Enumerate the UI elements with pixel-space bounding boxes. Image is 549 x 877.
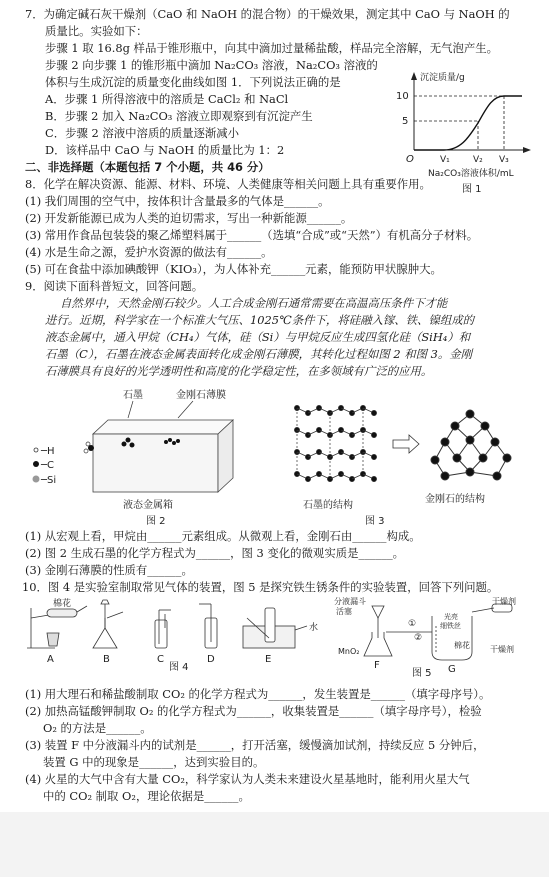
diamond-atom bbox=[441, 438, 449, 446]
label-mno2: MnO₂ bbox=[338, 647, 360, 656]
q9-title: 9．阅读下面科普短文，回答问题。 bbox=[25, 279, 204, 293]
x-axis-arrow bbox=[523, 147, 531, 153]
q8-part-4: (4) 水是生命之源，爱护水资源的做法有______。 bbox=[25, 245, 273, 259]
x-tick-v2: V₂ bbox=[473, 155, 483, 165]
q8-part-2: (2) 开发新能源已成为人类的迫切需求，写出一种新能源______。 bbox=[25, 211, 353, 225]
label-graphite-structure: 石墨的结构 bbox=[303, 500, 353, 511]
figure-1-caption: 图 1 bbox=[462, 184, 482, 195]
q10-part-4: (4) 火星的大气中含有大量 CO₂，科学家认为人类未来建设火星基地时，能利用火星大气 bbox=[25, 772, 470, 786]
label-wire: 细铁丝 bbox=[440, 622, 461, 630]
q7-step2-cont: 体积与生成沉淀的质量变化曲线如图 1．下列说法正确的是 bbox=[45, 75, 341, 89]
apparatus-d bbox=[199, 604, 217, 648]
svg-text:─H: ─H bbox=[41, 446, 55, 457]
q9-passage-line-5: 石薄膜具有良好的光学透明性和高度的化学稳定性，在多领域有广泛的应用。 bbox=[45, 364, 433, 378]
q10-title: 10．图 4 是实验室制取常见气体的装置，图 5 是探究铁生锈条件的实验装置，回答下列问题。 bbox=[22, 580, 499, 594]
q7-title: 7．为确定碱石灰干燥剂（CaO 和 NaOH 的混合物）的干燥效果，测定其中 CaO 与 NaOH 的 bbox=[25, 7, 510, 21]
figure-2-caption: 图 2 bbox=[146, 516, 166, 527]
section-2-title: 二、非选择题（本题包括 7 个小题，共 46 分） bbox=[25, 160, 270, 174]
figure-3-caption: 图 3 bbox=[365, 516, 385, 527]
diamond-atom bbox=[453, 454, 461, 462]
label-a: A bbox=[47, 654, 54, 665]
label-e: E bbox=[265, 654, 272, 665]
q10-part-2-cont: O₂ 的方法是______。 bbox=[43, 721, 152, 735]
label-d: D bbox=[207, 654, 215, 665]
q10-part-3-cont: 装置 G 中的现象是______，达到实验目的。 bbox=[43, 755, 265, 769]
diamond-atom bbox=[451, 422, 459, 430]
label-bright: 光亮 bbox=[444, 613, 458, 621]
figure-5-caption: 图 5 bbox=[412, 668, 432, 679]
graphite-atom bbox=[371, 432, 376, 437]
label-c: C bbox=[157, 654, 164, 665]
q7-title-cont: 质量比。实验如下： bbox=[45, 24, 148, 38]
label-circle-2: ② bbox=[414, 633, 423, 643]
x-tick-v3: V₃ bbox=[499, 155, 509, 165]
y-tick-5: 5 bbox=[402, 116, 409, 127]
q10-part-1: (1) 用大理石和稀盐酸制取 CO₂ 的化学方程式为______，发生装置是______（填字母序号）。 bbox=[25, 687, 491, 701]
graphite-atom bbox=[371, 410, 376, 415]
y-axis-arrow bbox=[411, 72, 417, 80]
q7-option-d: D．该样品中 CaO 与 NaOH 的质量比为 1：2 bbox=[45, 143, 285, 157]
diamond-atom bbox=[431, 456, 439, 464]
diamond-atom bbox=[491, 438, 499, 446]
q7-option-b: B．步骤 2 加入 Na₂CO₃ 溶液立即观察到有沉淀产生 bbox=[45, 109, 313, 123]
page-bottom-margin bbox=[0, 812, 549, 877]
label-funnel: 分液漏斗 bbox=[334, 597, 366, 606]
q9-passage-line-2: 进行。近期，科学家在一个标准大气压、1025℃条件下，将硅融入镓、铁、镍组成的 bbox=[45, 313, 475, 327]
label-circle-1: ① bbox=[408, 619, 417, 629]
label-liquid-metal-box: 液态金属箱 bbox=[123, 500, 173, 511]
figure-4 bbox=[25, 598, 335, 673]
diamond-atom bbox=[466, 410, 474, 418]
legend-si bbox=[33, 475, 57, 486]
svg-text:─C: ─C bbox=[41, 460, 55, 471]
q10-part-2: (2) 加热高锰酸钾制取 O₂ 的化学方程式为______，收集装置是______（填字母序号），检验 bbox=[25, 704, 482, 718]
legend-c bbox=[33, 460, 54, 471]
q9-passage-line-1: 自然界中，天然金刚石较少。人工合成金刚石通常需要在高温高压条件下才能 bbox=[60, 296, 448, 310]
label-stopcock: 活塞 bbox=[336, 607, 352, 616]
diamond-structure bbox=[431, 410, 511, 480]
y-axis-label: 沉淀质量/g bbox=[420, 73, 465, 83]
q7-step1: 步骤 1 取 16.8g 样品于锥形瓶中，向其中滴加过量稀盐酸，样品完全溶解，无气泡产生。 bbox=[45, 41, 499, 55]
figure-3 bbox=[285, 384, 525, 527]
x-axis-label: Na₂CO₃溶液体积/mL bbox=[428, 169, 514, 179]
q7-step2: 步骤 2 向步骤 1 的锥形瓶中滴加 Na₂CO₃ 溶液，Na₂CO₃ 溶液的 bbox=[45, 58, 378, 72]
liquid-metal-box bbox=[84, 420, 233, 492]
graphite-structure bbox=[294, 405, 376, 481]
q8-part-1: (1) 我们周围的空气中，按体积计含量最多的气体是______。 bbox=[25, 194, 330, 208]
label-cotton-2: 棉花 bbox=[454, 641, 470, 650]
apparatus-a bbox=[27, 606, 87, 648]
origin-label: O bbox=[406, 154, 414, 165]
apparatus-c bbox=[155, 610, 171, 648]
q7-option-c: C．步骤 2 溶液中溶质的质量逐渐减小 bbox=[45, 126, 240, 140]
q10-part-4-cont: 中的 CO₂ 制取 O₂，理论依据是______。 bbox=[43, 789, 250, 803]
figure-4-caption: 图 4 bbox=[169, 662, 189, 673]
diamond-atom bbox=[503, 454, 511, 462]
graphite-atom bbox=[371, 454, 376, 459]
label-diamond-structure: 金刚石的结构 bbox=[425, 494, 485, 505]
series-line bbox=[414, 96, 522, 150]
figure-5 bbox=[332, 596, 532, 679]
transform-arrow bbox=[393, 435, 419, 453]
diamond-atom bbox=[466, 468, 474, 476]
q8-part-5: (5) 可在食盐中添加碘酸钾（KIO₃），为人体补充______元素，能预防甲状腺肿大。 bbox=[25, 262, 442, 276]
q8-title: 8．化学在解决资源、能源、材料、环境、人类健康等相关问题上具有重要作用。 bbox=[25, 177, 431, 191]
x-tick-v1: V₁ bbox=[440, 155, 450, 165]
q9-part-1: (1) 从宏观上看，甲烷由______元素组成。从微观上看，金刚石由______构成。 bbox=[25, 529, 421, 543]
q7-option-a: A．步骤 1 所得溶液中的溶质是 CaCl₂ 和 NaCl bbox=[45, 92, 289, 106]
y-tick-10: 10 bbox=[396, 91, 409, 102]
label-desiccant-bottom: 干燥剂 bbox=[490, 645, 514, 654]
q9-part-3: (3) 金刚石薄膜的性质有______。 bbox=[25, 563, 193, 577]
label-g: G bbox=[448, 664, 456, 675]
label-diamond-film: 金刚石薄膜 bbox=[176, 390, 226, 401]
q8-part-3: (3) 常用作食品包装袋的聚乙烯塑料属于______（选填“合成”或“天然”）有机高分子材料。 bbox=[25, 228, 479, 242]
label-water: 水 bbox=[309, 623, 319, 633]
diamond-atom bbox=[481, 422, 489, 430]
label-desiccant-top: 干燥剂 bbox=[492, 597, 516, 606]
q10-part-3: (3) 装置 F 中分液漏斗内的试剂是______，打开活塞，缓慢滴加试剂，持续反应 5 分钟后， bbox=[25, 738, 485, 752]
figure-2 bbox=[28, 384, 273, 527]
diamond-atom bbox=[466, 436, 474, 444]
label-f: F bbox=[374, 660, 380, 671]
q9-passage-line-4: 石墨（C），石墨在液态金属表面转化成金刚石薄膜，其转化过程如图 2 和图 3。金刚 bbox=[45, 347, 473, 361]
diamond-atom bbox=[479, 454, 487, 462]
q9-part-2: (2) 图 2 生成石墨的化学方程式为______，图 3 变化的微观实质是______。 bbox=[25, 546, 405, 560]
legend-h bbox=[34, 446, 55, 457]
label-graphite: 石墨 bbox=[123, 390, 143, 401]
label-cotton: 棉花 bbox=[53, 599, 72, 609]
apparatus-e bbox=[243, 608, 307, 648]
q9-passage-line-3: 液态金属中，通入甲烷（CH₄）气体，硅（Si）与甲烷反应生成四氢化硅（SiH₄）和 bbox=[45, 330, 471, 344]
diamond-atom bbox=[493, 472, 501, 480]
label-b: B bbox=[103, 654, 110, 665]
apparatus-b bbox=[93, 600, 123, 648]
graphite-atom bbox=[371, 476, 376, 481]
diamond-atom bbox=[441, 472, 449, 480]
svg-text:─Si: ─Si bbox=[41, 475, 57, 486]
